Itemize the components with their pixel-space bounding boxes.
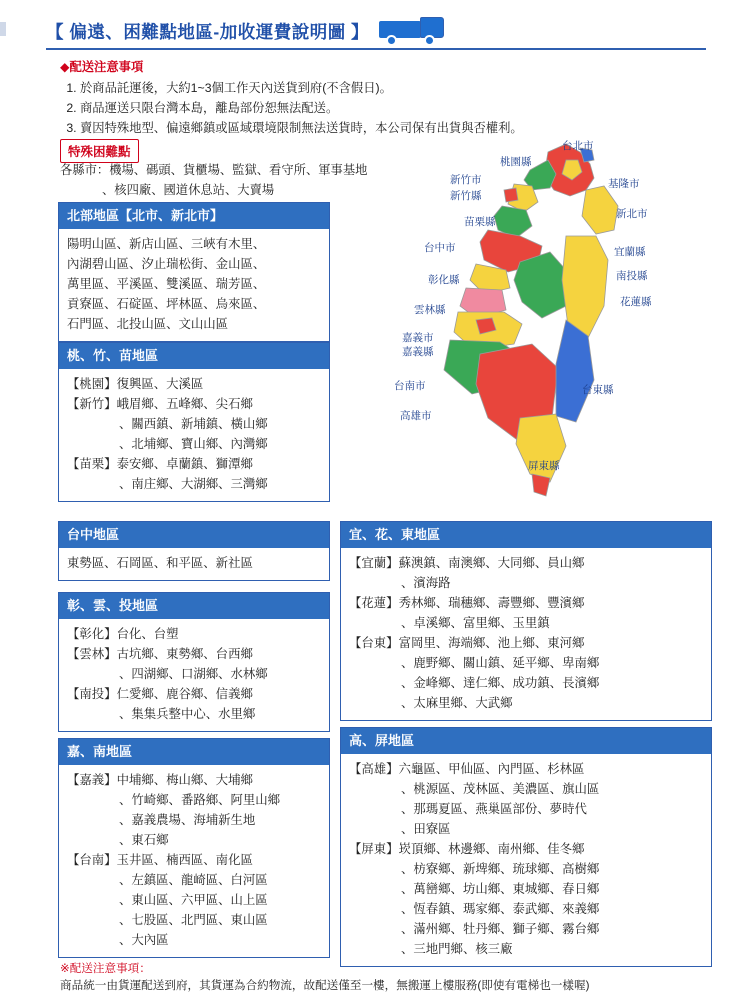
region-key [349,859,401,879]
region-row [67,704,321,724]
region-key [67,790,119,810]
region-row [67,890,321,910]
region-key [349,573,401,593]
region-line: 內湖碧山區、汐止瑞松街、金山區、 [67,256,266,271]
region-key [349,779,401,799]
region-val: 、關西鎮、新埔鎮、橫山鄉 [119,416,268,431]
region-row [67,474,321,494]
region-header-south: 高、屏地區 [341,728,711,754]
region-val: 玉井區、楠西區、南化區 [116,852,253,867]
footer-heading: ※配送注意事項： [60,962,151,975]
region-val: 、竹崎鄉、番路鄉、阿里山鄉 [119,792,281,807]
region-row [349,613,703,633]
region-val: 、嘉義農場、海埔新生地 [119,812,256,827]
region-val: 、左鎮區、龍崎區、白河區 [119,872,268,887]
region-line: 貢寮區、石碇區、坪林區、烏來區、 [67,296,266,311]
region-key [349,799,401,819]
region-line: 東勢區、石岡區、和平區、新社區 [67,555,253,570]
region-key [67,870,119,890]
map-label-miaoli: 苗栗縣 [464,216,496,228]
region-val: 、南庄鄉、大湖鄉、三灣鄉 [119,476,268,491]
region-key [349,819,401,839]
footer-line: 商品統一由貨運配送到府，其貨運為合約物流，故配送僅至一樓，無搬運上樓服務(即使有電梯也一樣喔) [60,979,590,993]
region-val: 中埔鄉、梅山鄉、大埔鄉 [116,772,253,787]
region-key [67,414,119,434]
region-key: 【台東】 [349,635,399,650]
list-item: 2. 商品運送只限台灣本島，離島部份恕無法配送。 [80,99,530,118]
region-row [67,374,321,394]
page-left-edge [0,0,10,1000]
region-val: 、濱海路 [401,575,451,590]
region-key: 【新竹】 [67,396,117,411]
region-val: 、恆春鎮、瑪家鄉、泰武鄉、來義鄉 [401,902,600,917]
region-val: 古坑鄉、東勢鄉、台西鄉 [116,646,253,661]
region-val: 、那瑪夏區、燕巢區部份、夢時代 [401,801,587,816]
map-label-hsinchu-county: 新竹縣 [450,190,482,202]
region-line: 石門區、北投山區、文山山區 [67,316,229,331]
region-row [67,434,321,454]
special-difficult-tag: 特殊困難點 [60,139,139,163]
map-label-hualien: 花蓮縣 [620,296,652,308]
region-key: 【嘉義】 [67,772,117,787]
footer-notes [60,960,700,995]
region-row [349,919,703,939]
region-key: 【桃園】 [67,376,117,391]
region-row [67,810,321,830]
map-label-pingtung: 屏東縣 [528,460,560,472]
region-box-taoyuan-hsinchu-miaoli [58,342,330,502]
region-row [67,790,321,810]
taiwan-map-svg [380,130,740,520]
region-key [349,693,401,713]
list-item: 1. 於商品託運後，大約1~3個工作天內送貨到府(不含假日)。 [80,79,530,98]
region-box-changhua-yunlin-nantou [58,592,330,732]
map-label-chiayi-county: 嘉義縣 [402,346,434,358]
region-val: 、桃源區、茂林區、美濃區、旗山區 [401,781,600,796]
region-val: 、七股區、北門區、東山區 [119,913,268,928]
region-val: 、田寮區 [401,821,451,836]
region-row [67,830,321,850]
region-row [349,779,703,799]
region-val: 峨眉鄉、五峰鄉、尖石鄉 [116,396,253,411]
region-key [67,474,119,494]
region-row [67,850,321,870]
map-label-tainan: 台南市 [394,380,426,392]
region-key [67,810,119,830]
map-label-kaohsiung: 高雄市 [400,410,432,422]
region-line: 陽明山區、新店山區、三峽有木里、 [67,236,266,251]
region-row [349,633,703,653]
region-body-south [341,754,711,967]
region-row [349,859,703,879]
delivery-notes [60,58,530,139]
region-val: 、太麻里鄉、大武鄉 [401,696,513,711]
map-label-taoyuan: 桃園縣 [500,156,532,168]
map-label-hsinchu-city: 新竹市 [450,174,482,186]
region-body-east [341,548,711,721]
map-label-taitung: 台東縣 [582,384,614,396]
region-key [67,830,119,850]
region-row [67,414,321,434]
region-row [349,593,703,613]
region-row [67,870,321,890]
region-row [349,839,703,859]
region-val: 、滿州鄉、牡丹鄉、獅子鄉、霧台鄉 [401,922,600,937]
map-label-yilan: 宜蘭縣 [614,246,646,258]
region-val: 、大內區 [119,933,169,948]
taiwan-map [380,130,740,520]
region-box-chiayi-tainan [58,738,330,958]
region-val: 復興區、大溪區 [116,376,204,391]
region-header-east: 宜、花、東地區 [341,522,711,548]
region-val: 秀林鄉、瑞穗鄉、壽豐鄉、豐濱鄉 [398,595,585,610]
region-val: 、卓溪鄉、富里鄉、玉里鎮 [401,615,550,630]
region-row [67,770,321,790]
region-key [349,673,401,693]
region-box-south [340,727,712,967]
map-label-yunlin: 雲林縣 [414,304,446,316]
region-line: 萬里區、平溪區、雙溪區、瑞芳區、 [67,276,266,291]
map-label-chiayi-city: 嘉義市 [402,332,434,344]
region-val: 、集集兵整中心、水里鄉 [119,706,256,721]
region-val: 、四湖鄉、口湖鄉、水林鄉 [119,666,268,681]
region-row [349,899,703,919]
region-box-taichung [58,521,330,581]
region-row [67,930,321,950]
delivery-notes-heading: ◆配送注意事項 [60,60,144,74]
region-box-east [340,521,712,721]
region-val: 、三地門鄉、核三廠 [401,942,513,957]
region-val: 台化、台塑 [116,626,179,641]
region-row [67,624,321,644]
region-body-north [59,229,329,341]
region-row [67,684,321,704]
map-label-changhua: 彰化縣 [428,274,460,286]
region-body-taoyuan [59,369,329,502]
region-key [67,910,119,930]
region-val: 、東山區、六甲區、山上區 [119,893,268,908]
special-line: 、核四廠、國道休息站、大賣場 [102,182,275,197]
region-row [349,939,703,959]
region-key: 【花蓮】 [349,595,399,610]
region-key [67,704,119,724]
region-val: 仁愛鄉、鹿谷鄉、信義鄉 [116,686,253,701]
truck-icon [379,17,445,45]
region-val: 六龜區、甲仙區、內門區、杉林區 [398,761,585,776]
map-label-new-taipei: 新北市 [616,208,648,220]
region-key [67,434,119,454]
region-key [349,939,401,959]
region-key: 【宜蘭】 [349,555,399,570]
region-row [349,653,703,673]
region-key: 【苗栗】 [67,456,117,471]
region-key [349,879,401,899]
region-row [67,664,321,684]
region-key: 【雲林】 [67,646,117,661]
map-label-taichung: 台中市 [424,242,456,254]
region-val: 泰安鄉、卓蘭鎮、獅潭鄉 [116,456,253,471]
region-header-north: 北部地區【北市、新北市】 [59,203,329,229]
region-key: 【高雄】 [349,761,399,776]
region-val: 崁頂鄉、林邊鄉、南州鄉、佳冬鄉 [398,841,585,856]
region-row [349,573,703,593]
region-row [349,693,703,713]
region-row [349,799,703,819]
region-key: 【南投】 [67,686,117,701]
region-key [67,930,119,950]
region-box-north [58,202,330,342]
region-val: 、枋寮鄉、新埤鄉、琉球鄉、高樹鄉 [401,861,600,876]
region-val: 富岡里、海端鄉、池上鄉、東河鄉 [398,635,585,650]
region-key [67,664,119,684]
region-row [67,644,321,664]
special-difficult-body [60,161,390,200]
region-key [349,899,401,919]
region-key [349,613,401,633]
page-title-row [46,14,706,48]
region-row [349,879,703,899]
region-row [349,759,703,779]
region-body-taichung [59,548,329,580]
page-edge-marker [0,22,6,36]
list-item: 3. 賣因特殊地型、偏遠鄉鎮或區域環境限制無法送貨時，本公司保有出貨與否權利。 [80,119,530,138]
region-header-taichung: 台中地區 [59,522,329,548]
region-header-changhua: 彰、雲、投地區 [59,593,329,619]
region-row [349,553,703,573]
region-body-changhua [59,619,329,731]
region-key [67,890,119,910]
region-key: 【彰化】 [67,626,117,641]
region-row [349,673,703,693]
region-key [349,653,401,673]
map-label-nantou: 南投縣 [616,270,648,282]
map-label-keelung: 基隆市 [608,178,640,190]
region-row [67,454,321,474]
special-line: 各縣市：機場、碼頭、貨櫃場、監獄、看守所、軍事基地 [60,163,368,177]
region-row [67,394,321,414]
region-row [349,819,703,839]
region-val: 、金峰鄉、達仁鄉、成功鎮、長濱鄉 [401,676,600,691]
region-val: 蘇澳鎮、南澳鄉、大同鄉、員山鄉 [398,555,585,570]
region-key: 【屏東】 [349,841,399,856]
title-divider [46,48,706,50]
region-key: 【台南】 [67,852,117,867]
map-label-taipei: 台北市 [562,140,594,152]
region-header-chiayi: 嘉、南地區 [59,739,329,765]
region-val: 、鹿野鄉、關山鎮、延平鄉、卑南鄉 [401,655,600,670]
region-val: 、萬巒鄉、坊山鄉、東城鄉、春日鄉 [401,882,600,897]
region-body-chiayi [59,765,329,958]
region-key [349,919,401,939]
region-header-taoyuan: 桃、竹、苗地區 [59,343,329,369]
region-val: 、北埔鄉、寶山鄉、內灣鄉 [119,436,268,451]
region-val: 、東石鄉 [119,832,169,847]
page-title: 【 偏遠、困難點地區-加收運費說明圖 】 [46,21,370,42]
region-row [67,910,321,930]
